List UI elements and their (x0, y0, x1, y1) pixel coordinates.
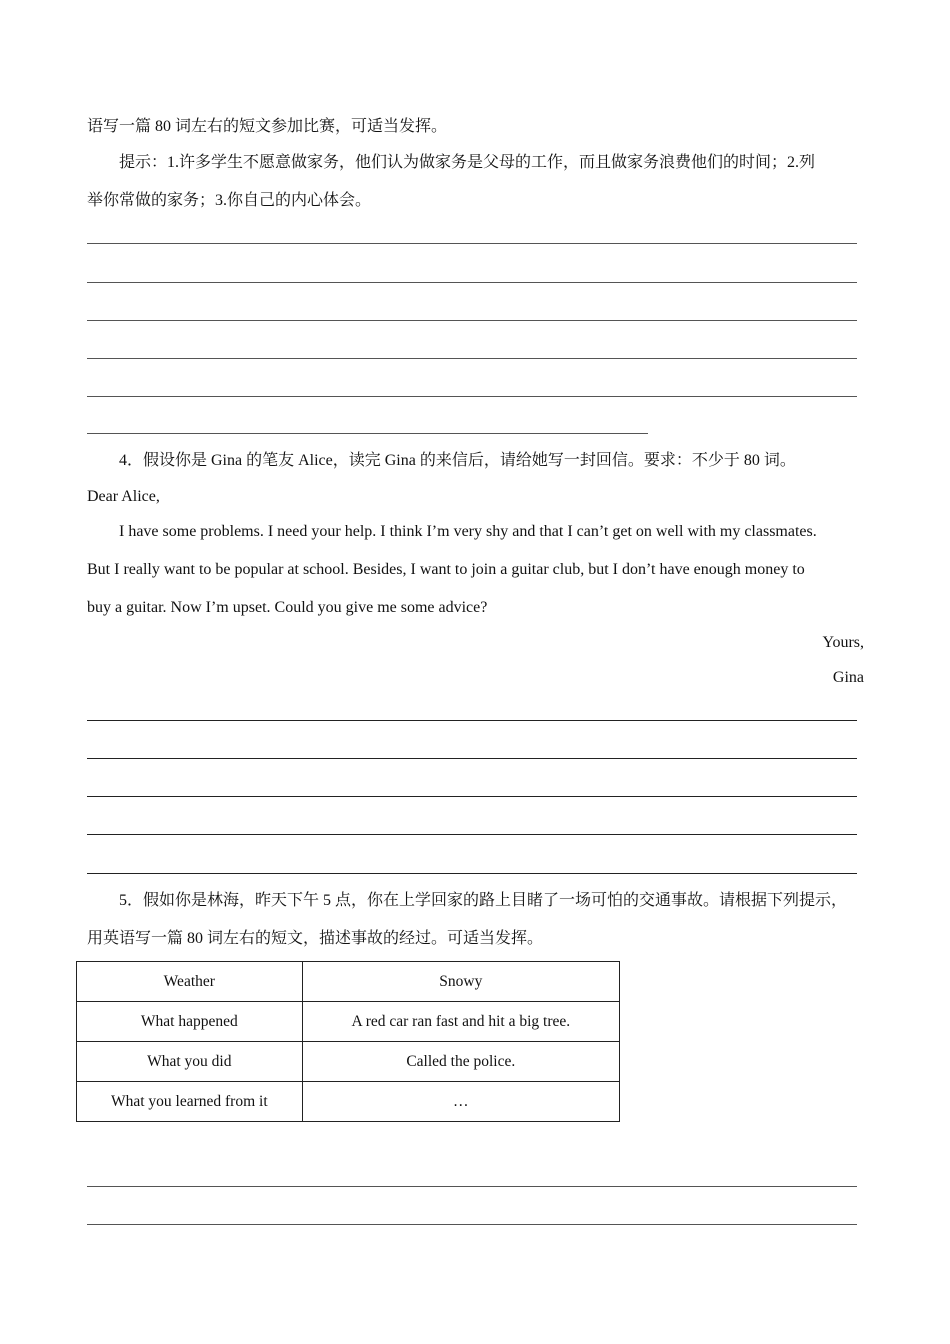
answer-line[interactable] (87, 873, 857, 874)
answer-line[interactable] (87, 396, 857, 397)
answer-line[interactable] (87, 282, 857, 283)
accident-info-table (76, 961, 620, 1122)
answer-line[interactable] (87, 758, 857, 759)
table-label-cell: What you did (77, 1042, 303, 1082)
letter-salutation: Dear Alice, (87, 488, 160, 505)
letter-closing: Yours, (822, 634, 864, 651)
table-value-cell: Called the police. (302, 1042, 619, 1082)
answer-line[interactable] (87, 243, 857, 244)
answer-line[interactable] (87, 320, 857, 321)
answer-line[interactable] (87, 720, 857, 721)
letter-body-line-3: buy a guitar. Now I’m upset. Could you give me some advice? (87, 599, 488, 616)
answer-line[interactable] (87, 834, 857, 835)
table-label-cell: What happened (77, 1002, 303, 1042)
q5-prompt-line-2: 用英语写一篇 80 词左右的短文，描述事故的经过。可适当发挥。 (87, 930, 544, 947)
table-row (77, 1042, 620, 1082)
letter-signature: Gina (832, 669, 864, 686)
table-row (77, 1082, 620, 1122)
q3-hint-line-1: 提示：1.许多学生不愿意做家务，他们认为做家务是父母的工作，而且做家务浪费他们的时间；2.列 (119, 154, 816, 171)
table-value-cell: … (302, 1082, 619, 1122)
table-label-cell: What you learned from it (77, 1082, 303, 1122)
q4-prompt: 4．假设你是 Gina 的笔友 Alice，读完 Gina 的来信后，请给她写一封回信。要求：不少于 80 词。 (119, 452, 796, 469)
letter-body-line-2: But I really want to be popular at school. Besides, I want to join a guitar club, but I don’t have enough money to (87, 561, 805, 578)
q5-prompt-line-1: 5．假如你是林海，昨天下午 5 点，你在上学回家的路上目睹了一场可怕的交通事故。请根据下列提示， (119, 892, 848, 909)
answer-line[interactable] (87, 1186, 857, 1187)
answer-line[interactable] (87, 796, 857, 797)
table-value-cell: A red car ran fast and hit a big tree. (302, 1002, 619, 1042)
table-row (77, 1002, 620, 1042)
table-label-cell: Weather (77, 962, 303, 1002)
table-row (77, 962, 620, 1002)
answer-line[interactable] (87, 1224, 857, 1225)
letter-body-line-1: I have some problems. I need your help. I think I’m very shy and that I can’t get on well with my classmates. (119, 523, 817, 540)
table-value-cell: Snowy (302, 962, 619, 1002)
q3-continuation-text: 语写一篇 80 词左右的短文参加比赛，可适当发挥。 (87, 118, 448, 135)
q3-hint-line-2: 举你常做的家务；3.你自己的内心体会。 (87, 192, 372, 209)
answer-line[interactable] (87, 358, 857, 359)
answer-line[interactable] (87, 433, 648, 434)
